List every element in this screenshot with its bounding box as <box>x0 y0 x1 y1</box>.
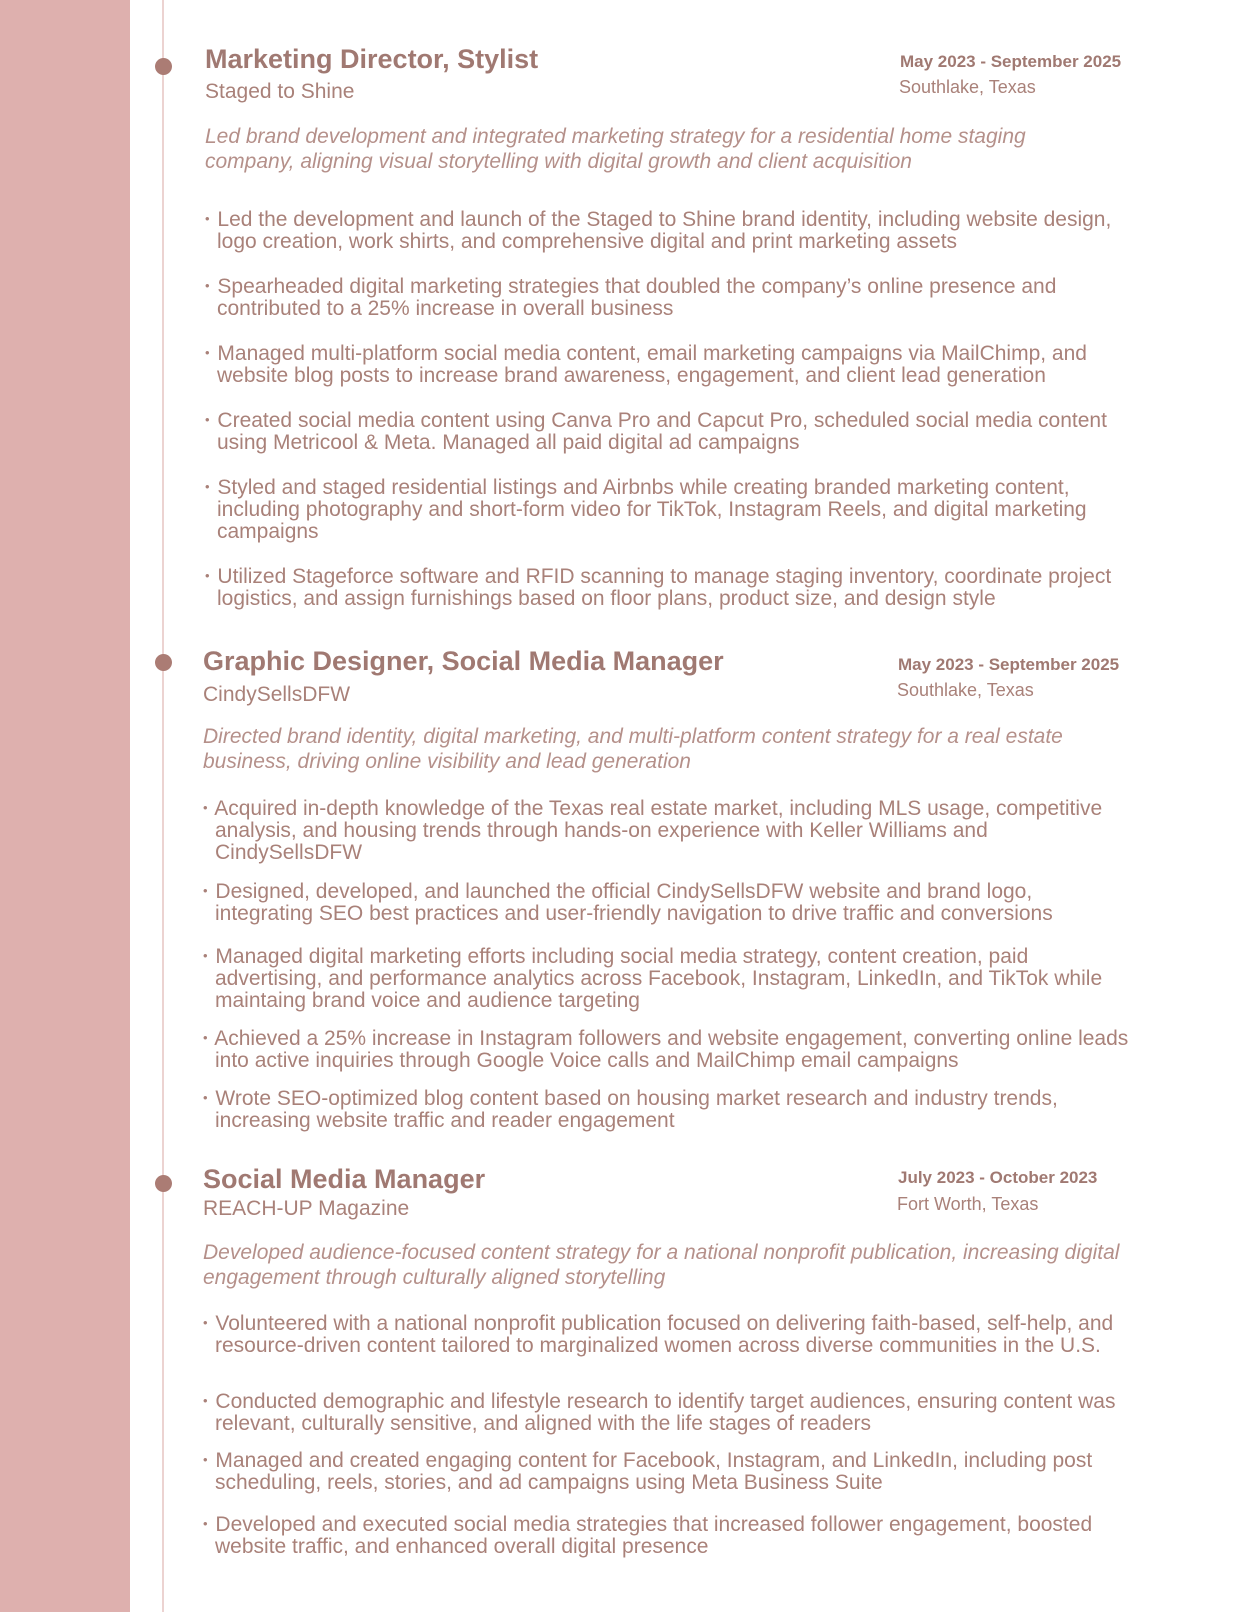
timeline-dot <box>155 1175 172 1192</box>
job-location: Fort Worth, Texas <box>897 1194 1039 1214</box>
job-title: Social Media Manager <box>203 1164 486 1194</box>
job-dates: May 2023 - September 2025 <box>898 655 1120 674</box>
job-bullet: • Acquired in-depth knowledge of the Texas real estate market, including MLS usage, competitive analysis, and housing trends through hands-on experience with Keller Williams and CindySellsDFW <box>203 797 1103 864</box>
job-dates: July 2023 - October 2023 <box>898 1168 1098 1187</box>
job-bullet: • Volunteered with a national nonprofit publication focused on delivering faith-based, self-help, and resource-driven content tailored to marginalized women across diverse communities in the U.S. <box>203 1312 1114 1357</box>
job-bullet: • Spearheaded digital marketing strategies that doubled the company’s online presence and contributed to a 25% increase in overall business <box>205 275 1057 320</box>
job-location: Southlake, Texas <box>897 680 1034 700</box>
job-bullet: • Managed digital marketing efforts including social media strategy, content creation, paid advertising, and performance analytics across Facebook, Instagram, LinkedIn, and TikTok while maintaing brand voice and audience targeting <box>203 945 1103 1012</box>
job-title: Graphic Designer, Social Media Manager <box>203 646 724 676</box>
job-bullet: • Managed and created engaging content for Facebook, Instagram, and LinkedIn, including post scheduling, reels, stories, and ad campaigns using Meta Business Suite <box>203 1449 1093 1494</box>
job-bullet: • Wrote SEO-optimized blog content based on housing market research and industry trends, increasing website traffic and reader engagement <box>203 1087 1058 1132</box>
job-bullet: • Led the development and launch of the Staged to Shine brand identity, including website design, logo creation, work shirts, and comprehensive digital and print marketing assets <box>205 208 1112 253</box>
job-bullet: • Created social media content using Canva Pro and Capcut Pro, scheduled social media content using Metricool & Meta. Managed all paid digital ad campaigns <box>205 409 1107 454</box>
job-summary: Led brand development and integrated marketing strategy for a residential home staging company, aligning visual storytelling with digital growth and client acquisition <box>205 125 1026 173</box>
job-bullet: • Developed and executed social media strategies that increased follower engagement, boosted website traffic, and enhanced overall digital presence <box>203 1513 1093 1558</box>
job-bullet: • Achieved a 25% increase in Instagram followers and website engagement, converting online leads into active inquiries through Google Voice calls and MailChimp email campaigns <box>203 1027 1129 1072</box>
job-bullet: • Designed, developed, and launched the official CindySellsDFW website and brand logo, integrating SEO best practices and user-friendly navigation to drive traffic and conversions <box>203 880 1053 925</box>
sidebar-accent <box>0 0 130 1612</box>
timeline-line <box>162 0 164 1612</box>
job-location: Southlake, Texas <box>899 77 1036 97</box>
company-name: CindySellsDFW <box>203 683 351 706</box>
job-summary: Developed audience-focused content strategy for a national nonprofit publication, increasing digital engagement through culturally aligned storytelling <box>203 1241 1120 1289</box>
job-bullet: • Styled and staged residential listings and Airbnbs while creating branded marketing content, including photography and short-form video for TikTok, Instagram Reels, and digital marketing campaigns <box>205 476 1087 543</box>
job-bullet: • Conducted demographic and lifestyle research to identify target audiences, ensuring content was relevant, culturally sensitive, and aligned with the life stages of readers <box>203 1390 1116 1435</box>
job-bullet: • Managed multi-platform social media content, email marketing campaigns via MailChimp, and website blog posts to increase brand awareness, engagement, and client lead generation <box>205 342 1087 387</box>
timeline-dot <box>155 654 172 671</box>
job-bullet: • Utilized Stageforce software and RFID scanning to manage staging inventory, coordinate project logistics, and assign furnishings based on floor plans, product size, and design style <box>205 565 1112 610</box>
timeline-dot <box>155 58 172 75</box>
job-dates: May 2023 - September 2025 <box>900 52 1122 71</box>
company-name: REACH-UP Magazine <box>203 1197 410 1220</box>
company-name: Staged to Shine <box>205 80 355 103</box>
job-summary: Directed brand identity, digital marketing, and multi-platform content strategy for a real estate business, driving online visibility and lead generation <box>203 725 1063 773</box>
job-title: Marketing Director, Stylist <box>205 44 539 74</box>
